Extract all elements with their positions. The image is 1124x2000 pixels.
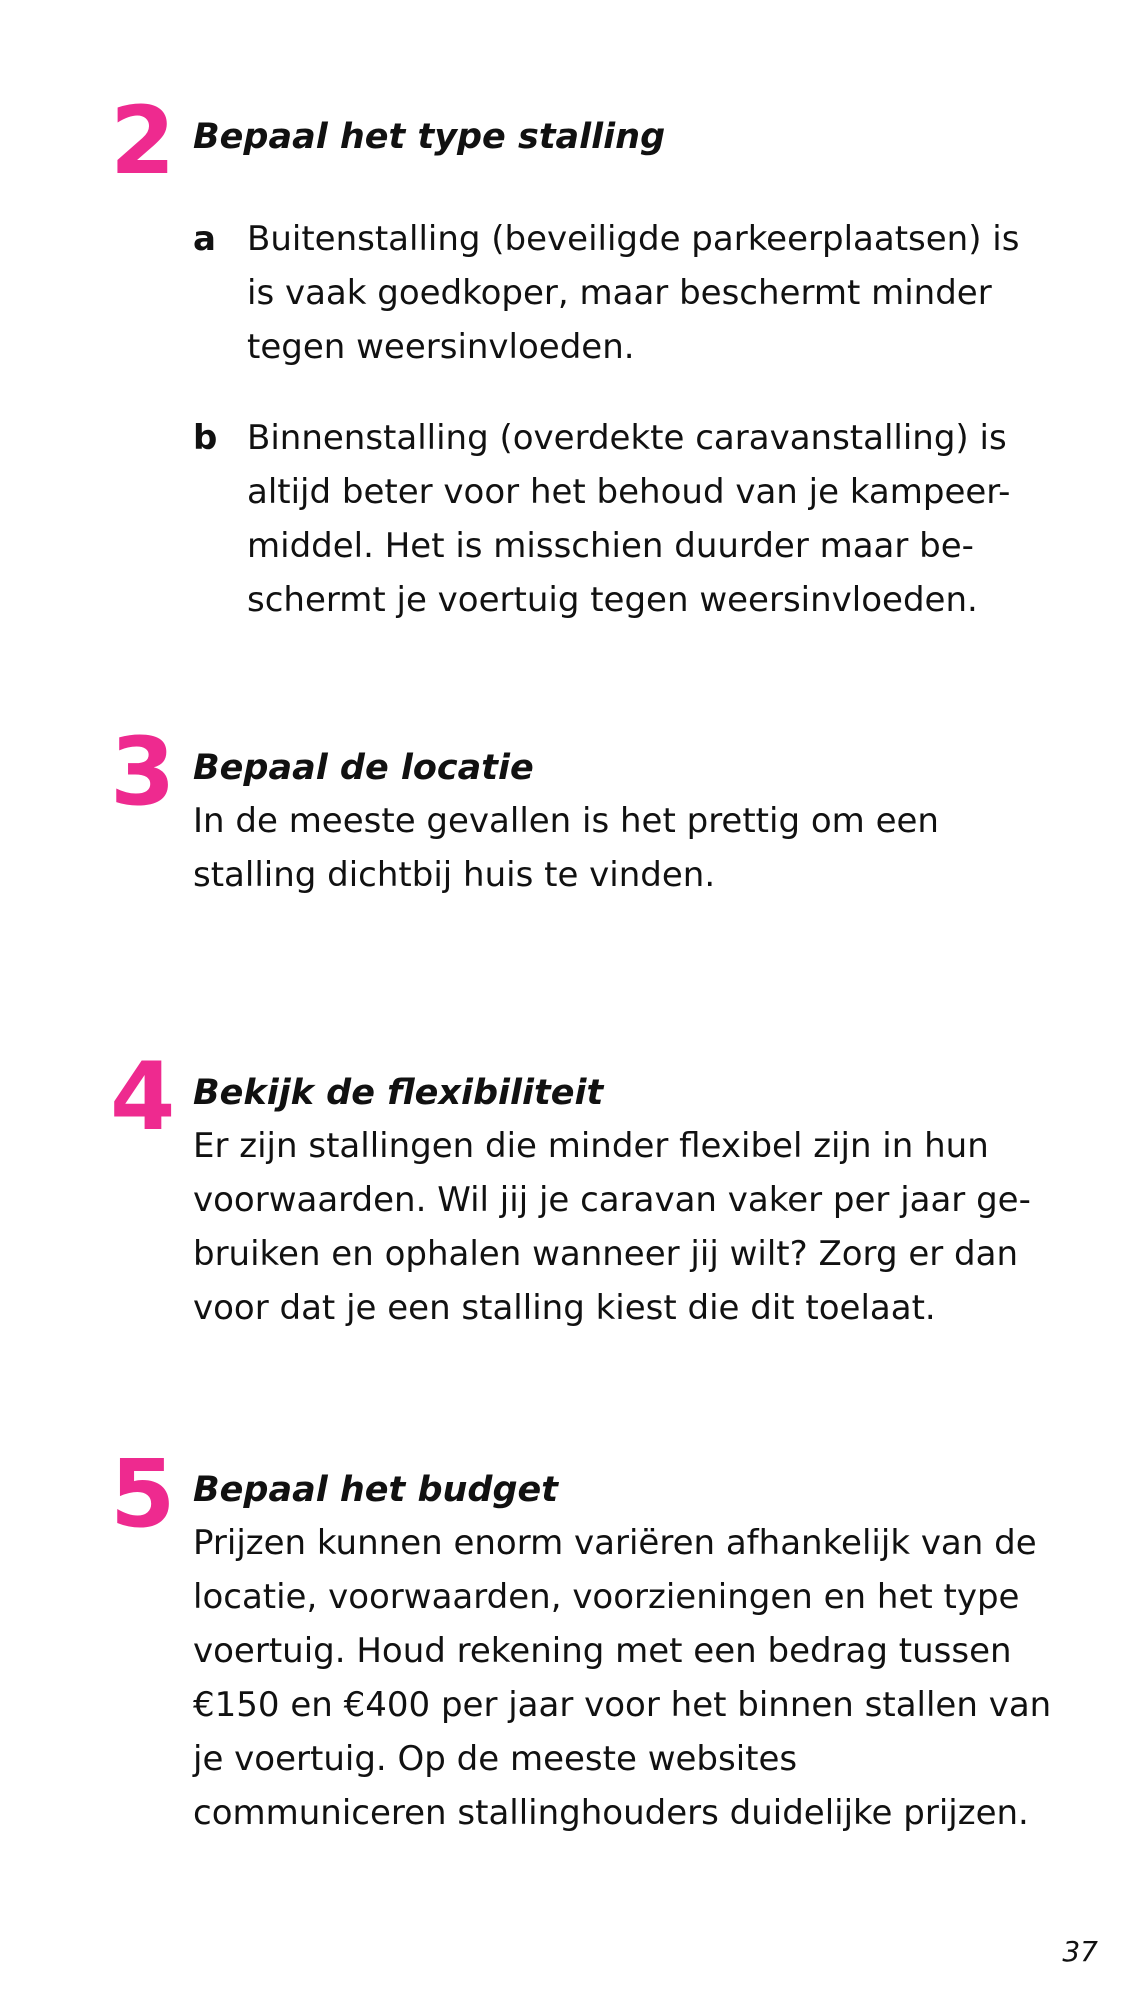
section-title: Bekijk de flexibiliteit xyxy=(193,1073,604,1113)
section-number: 2 xyxy=(110,87,174,196)
section-body: In de meeste gevallen is het prettig om een stalling dichtbij huis te vinden. xyxy=(193,801,939,895)
list-item-text: Buitenstalling (beveiligde parkeerplaatsen) is is vaak goedkoper, maar beschermt minder tegen weersinvloeden. xyxy=(247,219,1020,367)
section-body: Er zijn stallingen die minder flexibel zijn in hun voorwaarden. Wil jij je caravan vaker per jaar ge-bruiken en ophalen wanneer jij wilt? Zorg er dan voor dat je een stalling kiest die dit toelaat. xyxy=(193,1126,1031,1328)
section-body: Prijzen kunnen enorm variëren afhankelijk van de locatie, voorwaarden, voorzieningen en het type voertuig. Houd rekening met een bedrag tussen €150 en €400 per jaar voor het binnen stallen van je voertuig. Op de meeste websites communiceren stallinghouders duidelijke prijzen. xyxy=(193,1523,1052,1833)
list-letter: b xyxy=(193,418,218,458)
section-number: 3 xyxy=(110,718,174,827)
section-number: 5 xyxy=(110,1440,174,1549)
list-letter: a xyxy=(193,219,216,259)
section-title: Bepaal het type stalling xyxy=(193,117,666,157)
section-title: Bepaal de locatie xyxy=(193,748,534,788)
section-title: Bepaal het budget xyxy=(193,1470,559,1510)
page-number: 37 xyxy=(1062,1935,1098,1968)
list-item-text: Binnenstalling (overdekte caravanstalling) is altijd beter voor het behoud van je kampeer-middel. Het is misschien duurder maar be-schermt je voertuig tegen weersinvloeden. xyxy=(247,418,1011,620)
section-number: 4 xyxy=(110,1043,174,1152)
